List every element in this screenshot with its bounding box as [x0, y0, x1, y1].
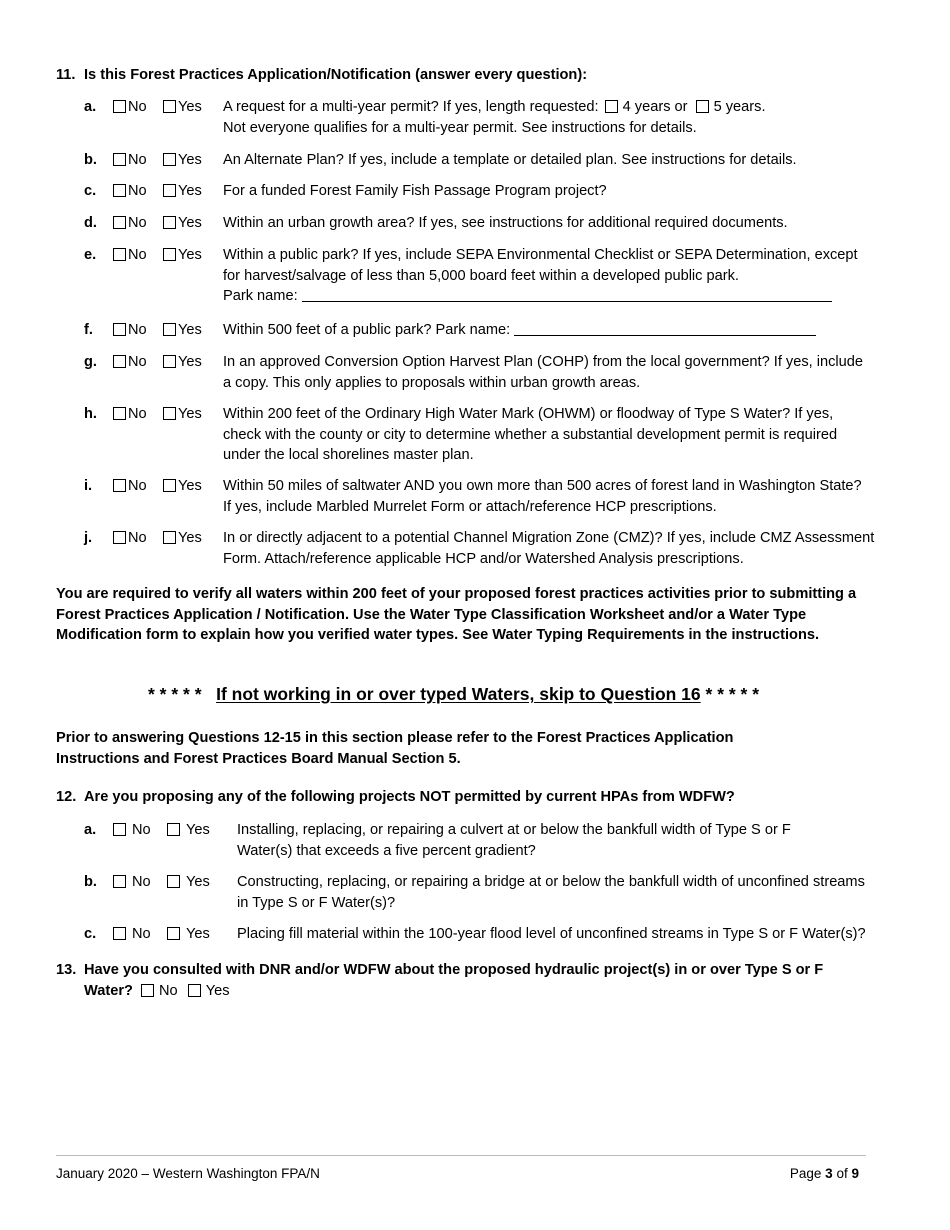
checkbox[interactable]	[113, 216, 126, 229]
q11i-yes-option[interactable]: Yes	[163, 476, 202, 497]
park-name-field[interactable]	[302, 287, 832, 302]
q11d-no-option[interactable]: No	[113, 213, 147, 234]
checkbox[interactable]	[163, 531, 176, 544]
footer-page-number: Page 3 of 9	[789, 1166, 859, 1181]
q11b-no-option[interactable]: No	[113, 150, 147, 171]
checkbox[interactable]	[113, 248, 126, 261]
q13-yes-option[interactable]: Yes	[182, 983, 230, 999]
q11c-no-option[interactable]: No	[113, 181, 147, 202]
checkbox[interactable]	[163, 355, 176, 368]
q11a-no-option[interactable]: No	[113, 97, 147, 118]
multi-year-5-option[interactable]: 5 years.	[692, 99, 766, 115]
q11a-yes-option[interactable]: Yes	[163, 97, 202, 118]
checkbox[interactable]	[113, 407, 126, 420]
checkbox[interactable]	[163, 100, 176, 113]
checkbox[interactable]	[113, 531, 126, 544]
checkbox[interactable]	[113, 184, 126, 197]
q12c-yes-option[interactable]: Yes	[167, 924, 210, 945]
q11-title: 11. Is this Forest Practices Application/Notification (answer every question):	[56, 67, 588, 83]
prior-instructions-paragraph: Prior to answering Questions 12-15 in this section please refer to the Forest Practices Application Instructions and Forest Practices Board Manual Section 5.	[56, 730, 734, 767]
q13-no-option[interactable]: No	[137, 983, 178, 999]
footer-divider	[56, 1155, 866, 1156]
checkbox[interactable]	[167, 875, 180, 888]
checkbox[interactable]	[163, 248, 176, 261]
q11d-yes-option[interactable]: Yes	[163, 213, 202, 234]
skip-instruction: * * * * * If not working in or over typed Waters, skip to Question 16 * * * * *	[148, 684, 760, 704]
q11j-yes-option[interactable]: Yes	[163, 528, 202, 549]
checkbox[interactable]	[605, 100, 618, 113]
park-name-500ft-field[interactable]	[514, 321, 816, 336]
checkbox[interactable]	[167, 823, 180, 836]
q11e-no-option[interactable]: No	[113, 245, 147, 266]
checkbox[interactable]	[141, 984, 154, 997]
q13-title: 13. Have you consulted with DNR and/or WDFW about the proposed hydraulic project(s) in or over Type S or F Water? No Yes	[56, 962, 824, 999]
q11f-yes-option[interactable]: Yes	[163, 320, 202, 341]
q12b-yes-option[interactable]: Yes	[167, 872, 210, 893]
q12b-no-option[interactable]: No	[113, 872, 151, 893]
checkbox[interactable]	[113, 823, 126, 836]
q11g-yes-option[interactable]: Yes	[163, 352, 202, 373]
q11h-yes-option[interactable]: Yes	[163, 404, 202, 425]
footer-form-edition: January 2020 – Western Washington FPA/N	[56, 1166, 320, 1181]
checkbox[interactable]	[188, 984, 201, 997]
checkbox[interactable]	[113, 875, 126, 888]
checkbox[interactable]	[113, 479, 126, 492]
checkbox[interactable]	[163, 153, 176, 166]
checkbox[interactable]	[113, 323, 126, 336]
verify-waters-paragraph: You are required to verify all waters within 200 feet of your proposed forest practices activities prior to submitting a Forest Practices Application / Notification. Use the Water Type Classification Worksheet and/or a Water Type Modification form to explain how you verified water types. See Water Typing Requirements in the instructions.	[56, 586, 857, 643]
checkbox[interactable]	[163, 407, 176, 420]
checkbox[interactable]	[163, 216, 176, 229]
q11h-no-option[interactable]: No	[113, 404, 147, 425]
multi-year-4-option[interactable]: 4 years or	[603, 99, 688, 115]
q11c-yes-option[interactable]: Yes	[163, 181, 202, 202]
q11f-no-option[interactable]: No	[113, 320, 147, 341]
q12c-no-option[interactable]: No	[113, 924, 151, 945]
q11b-yes-option[interactable]: Yes	[163, 150, 202, 171]
checkbox[interactable]	[167, 927, 180, 940]
q12a-no-option[interactable]: No	[113, 820, 151, 841]
q12a-yes-option[interactable]: Yes	[167, 820, 210, 841]
checkbox[interactable]	[113, 153, 126, 166]
checkbox[interactable]	[696, 100, 709, 113]
q11e-yes-option[interactable]: Yes	[163, 245, 202, 266]
checkbox[interactable]	[163, 323, 176, 336]
checkbox[interactable]	[113, 355, 126, 368]
checkbox[interactable]	[163, 479, 176, 492]
checkbox[interactable]	[163, 184, 176, 197]
q11j-no-option[interactable]: No	[113, 528, 147, 549]
checkbox[interactable]	[113, 927, 126, 940]
q11i-no-option[interactable]: No	[113, 476, 147, 497]
q12-title: 12. Are you proposing any of the following projects NOT permitted by current HPAs from WDFW?	[56, 789, 735, 805]
form-page: 11. Is this Forest Practices Application/Notification (answer every question): a. No Yes A request for a multi-year permit? If yes, length requested: 4 years or 5 years. Not everyone qualifies for a multi-year permit. See instructions for details. b. No Yes An Alternate Plan? If yes, include a template or detailed plan. See instructions for details. c. No Yes For a funded Forest Family Fish Passage Program project? d. No Yes Within an urban growth area? If yes, see instructions for additional required documents. e. No Yes Within a public park? If yes, include SEPA Environmental Checklist or SEPA Determination, except for harvest/salvage of less than 5,000 board feet within a developed public park. Park name: f. No Yes Within 500 feet of a public park? Park name: g. No Yes In an approved Conversion Option Harvest Plan (COHP) from the local government? If yes, include a copy. This only applies to proposals within urban growth areas. h. No Yes Within 200 feet of the Ordinary High Water Mark (OHWM) or floodway of Type S Water? If yes, check with the county or city to determine whether a substantial development permit is required under the local shorelines master plan. i. No Yes Within 50 miles of saltwater AND you own more than 500 acres of forest land in Washington State? If yes, include Marbled Murrelet Form or attach/reference HCP prescriptions. j. No Yes In or directly adjacent to a potential Channel Migration Zone (CMZ)? If yes, include CMZ Assessment Form. Attach/reference applicable HCP and/or Watershed Analysis prescriptions. You are required to verify all waters within 200 feet of your proposed forest practices activities prior to submitting a Forest Practices Application / Notification. Use the Water Type Classification Worksheet and/or a Water Type Modification form to explain how you verified water types. See Water Typing Requirements in the instructions. * * * * * If not working in or over typed Waters, skip to Question 16 * * * * * Prior to answering Questions 12-15 in this section please refer to the Forest Practices Application Instructions and Forest Practices Board Manual Section 5. 12. Are you proposing any of the following projects NOT permitted by current HPAs from WDFW? a. No Yes Installing, replacing, or repairing a culvert at or below the bankfull width of Type S or F Water(s) that exceeds a five percent gradient? b. No Yes Constructing, replacing, or repairing a bridge at or below the bankfull width of unconfined streams in Type S or F Water(s)? c. No Yes Placing fill material within the 100-year flood level of unconfined streams in Type S or F Water(s)? 13. Have you consulted with DNR and/or WDFW about the proposed hydraulic project(s) in or over Type S or F Water? No Yes January 2020 – Western Washington FPA/N Page 3 of 9	[56, 0, 916, 1230]
q11g-no-option[interactable]: No	[113, 352, 147, 373]
checkbox[interactable]	[113, 100, 126, 113]
